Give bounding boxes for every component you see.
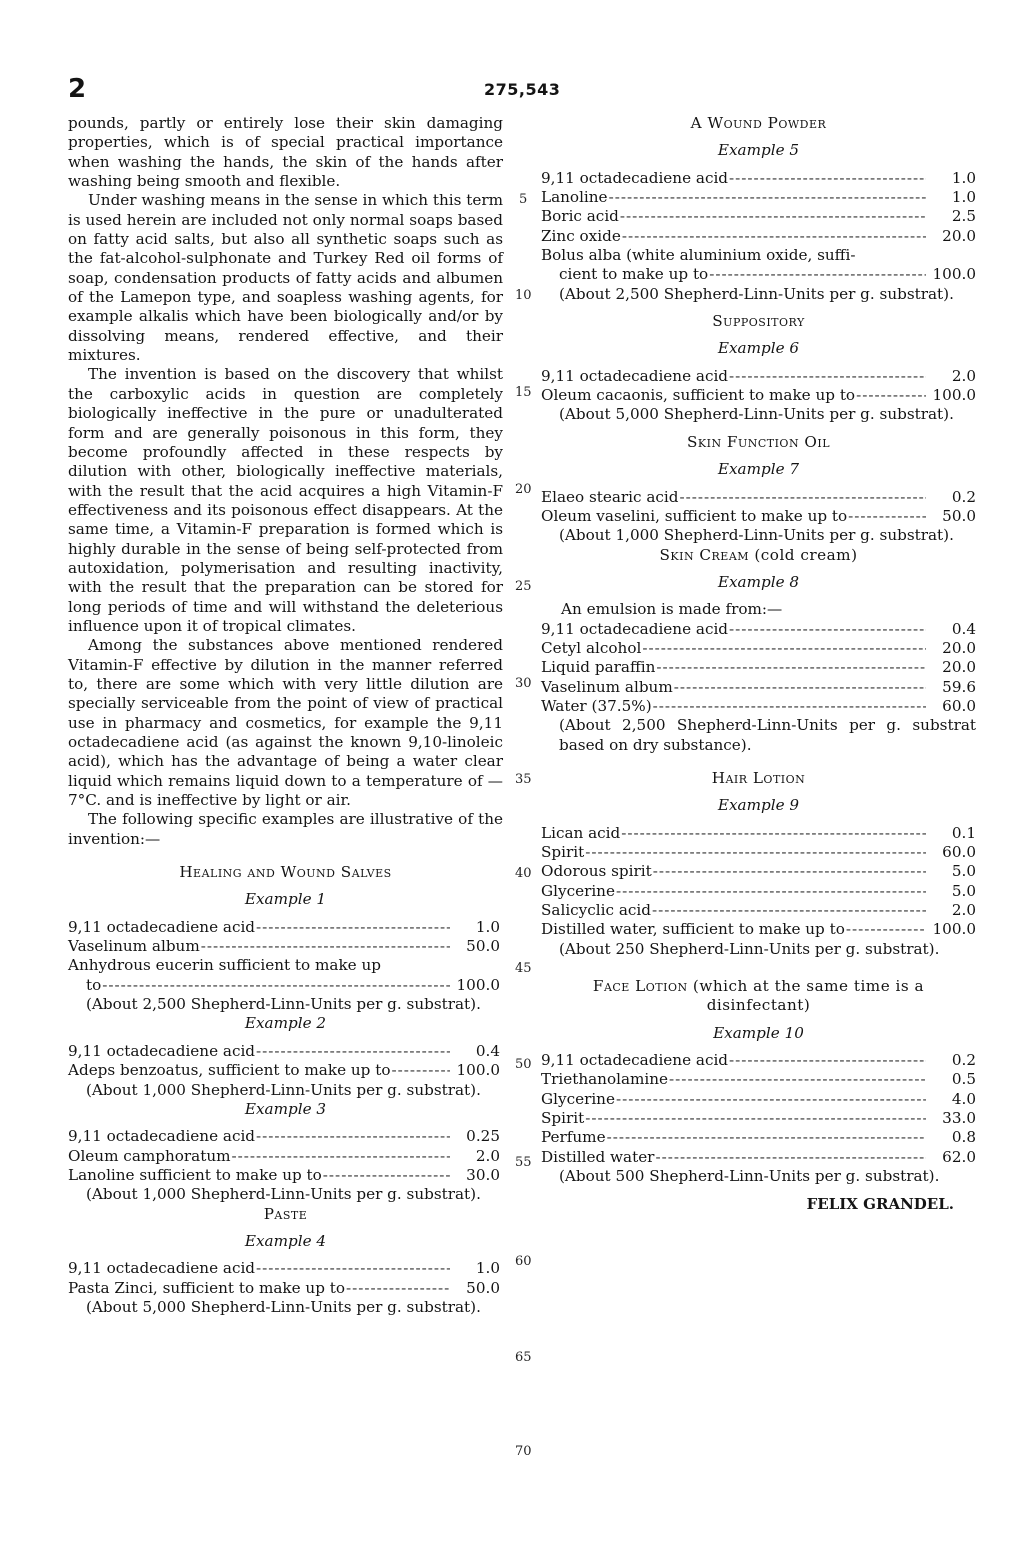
example-title: Example 9 <box>717 796 800 815</box>
ingredient-row-continuation <box>541 265 976 284</box>
ingredient-value: 20.0 <box>942 658 976 677</box>
ingredient-value: 1.0 <box>951 168 976 187</box>
ingredient-row <box>68 1166 500 1185</box>
ingredient-name: Anhydrous eucerin sufficient to make up <box>68 956 381 975</box>
ingredient-value: 0.2 <box>951 1051 976 1070</box>
ingredient-row-continuation <box>68 976 500 995</box>
potency-note: (About 500 Shepherd-Linn-Units per g. substrat). <box>559 1167 940 1186</box>
ingredient-name: Lanoline sufficient to make up to <box>68 1165 322 1184</box>
ingredient-row <box>541 188 976 207</box>
ingredient-name: Perfume <box>541 1128 606 1147</box>
example-title: Example 7 <box>717 460 800 479</box>
section-heading <box>541 977 976 1016</box>
ingredient-row <box>541 843 976 862</box>
line-number: 30 <box>515 676 532 691</box>
paragraph: pounds, partly or entirely lose their skin damaging properties, which is of special practical importance when washing the hands, the skin of the hands after washing being smooth and flexible. <box>68 114 503 191</box>
ingredient-value: 0.5 <box>951 1070 976 1089</box>
ingredient-value: 60.0 <box>942 843 976 861</box>
ingredient-name: Bolus alba (white aluminium oxide, suffi- <box>541 246 856 265</box>
ingredient-row <box>541 246 976 265</box>
ingredient-value: 50.0 <box>466 937 500 956</box>
ingredient-row <box>541 367 976 386</box>
ingredient-name: Vaselinum album <box>68 937 200 956</box>
ingredient-name: Salicyclic acid <box>541 901 651 920</box>
ingredient-value: 5.0 <box>951 862 976 881</box>
ingredient-name: Liquid paraffin <box>541 658 656 677</box>
ingredient-value: 33.0 <box>942 1109 976 1128</box>
left-column <box>68 114 503 1317</box>
ingredient-name: Oleum vaselini, sufficient to make up to <box>541 506 848 525</box>
line-number: 20 <box>515 482 532 497</box>
potency-note: (About 1,000 Shepherd-Linn-Units per g. substrat). <box>559 526 954 545</box>
line-number: 60 <box>515 1254 532 1269</box>
section-heading: Healing and Wound Salves <box>179 863 392 882</box>
ingredient-value: 0.1 <box>951 823 976 842</box>
section-heading: Suppository <box>712 312 805 331</box>
section-heading-title: Skin Cream <box>659 545 750 564</box>
ingredient-name: Distilled water <box>541 1147 655 1166</box>
ingredient-row <box>541 882 976 901</box>
ingredient-value: 2.5 <box>951 207 976 226</box>
paragraph: Under washing means in the sense in which this term is used herein are included not only normal soaps based on fatty acid salts, but also all synthetic soaps such as the fat-alcohol-sulphonate and Turkey Red oil forms of soap, condensation products of fatty acids and albumen of the Lamepon type, and soapless washing agents, for example alkalis which have been biologically and/or by dissolving means, rendered effective, and their mixtures. <box>68 191 503 365</box>
ingredient-value: 20.0 <box>942 226 976 245</box>
example-title: Example 2 <box>244 1014 327 1033</box>
ingredient-value: 100.0 <box>932 386 976 405</box>
ingredient-row <box>541 678 976 697</box>
ingredient-row <box>541 824 976 843</box>
ingredient-row <box>541 1148 976 1167</box>
ingredient-name: Water (37.5%) <box>541 696 652 715</box>
potency-note: (About 1,000 Shepherd-Linn-Units per g. substrat). <box>86 1185 481 1204</box>
example-title: Example 3 <box>244 1099 327 1118</box>
ingredient-list <box>541 1051 976 1167</box>
right-column <box>541 114 976 1214</box>
ingredient-value: 62.0 <box>942 1147 976 1166</box>
ingredient-name: Zinc oxide <box>541 226 621 245</box>
section-heading-title: Face Lotion <box>592 977 688 996</box>
ingredient-row <box>68 1259 500 1278</box>
ingredient-value: 100.0 <box>456 975 500 994</box>
ingredient-value: 59.6 <box>942 677 976 696</box>
section-heading: Hair Lotion <box>711 768 806 787</box>
ingredient-name: Spirit <box>541 843 585 861</box>
ingredient-name: to <box>86 975 102 994</box>
line-number: 5 <box>519 192 528 207</box>
ingredient-row <box>541 697 976 716</box>
line-number: 15 <box>515 385 532 400</box>
ingredient-row <box>541 901 976 920</box>
example-intro: An emulsion is made from:— <box>561 600 783 619</box>
ingredient-name: Odorous spirit <box>541 862 652 881</box>
line-number: 45 <box>515 961 532 976</box>
potency-note: (About 250 Shepherd-Linn-Units per g. substrat). <box>559 939 940 958</box>
ingredient-list <box>541 169 976 285</box>
ingredient-row <box>541 169 976 188</box>
ingredient-value: 1.0 <box>475 917 500 936</box>
ingredient-row <box>68 918 500 937</box>
ingredient-list <box>68 1259 500 1298</box>
ingredient-name: Lican acid <box>541 823 621 842</box>
ingredient-row <box>68 1127 500 1146</box>
potency-note: (About 2,500 Shepherd-Linn-Units per g. substrat). <box>559 284 954 303</box>
ingredient-name: Boric acid <box>541 207 619 226</box>
ingredient-value: 100.0 <box>932 920 976 939</box>
ingredient-value: 4.0 <box>951 1089 976 1108</box>
ingredient-row <box>68 956 500 975</box>
ingredient-row <box>541 1070 976 1089</box>
ingredient-name: Adeps benzoatus, sufficient to make up to <box>68 1061 391 1080</box>
ingredient-row <box>68 1042 500 1061</box>
ingredient-name: Elaeo stearic acid <box>541 487 679 506</box>
ingredient-list <box>541 824 976 940</box>
ingredient-row <box>541 1051 976 1070</box>
ingredient-name: 9,11 octadecadiene acid <box>68 1259 256 1278</box>
ingredient-name: Pasta Zinci, sufficient to make up to <box>68 1278 345 1297</box>
ingredient-row <box>68 1061 500 1080</box>
ingredient-list <box>541 488 976 527</box>
ingredient-name: 9,11 octadecadiene acid <box>541 1051 729 1070</box>
example-title: Example 1 <box>244 890 327 909</box>
example-title: Example 6 <box>717 339 800 358</box>
line-number: 50 <box>515 1057 532 1072</box>
ingredient-name: Glycerine <box>541 881 615 900</box>
ingredient-name: 9,11 octadecadiene acid <box>68 917 256 936</box>
ingredient-value: 0.4 <box>951 619 976 638</box>
line-number: 35 <box>515 772 532 787</box>
ingredient-name: Glycerine <box>541 1089 615 1108</box>
patent-number: 275,543 <box>484 80 561 99</box>
ingredient-row <box>541 620 976 639</box>
line-number: 40 <box>515 866 532 881</box>
ingredient-list <box>68 1127 500 1185</box>
example-title: Example 10 <box>713 1023 804 1042</box>
ingredient-name: 9,11 octadecadiene acid <box>68 1041 256 1060</box>
potency-note: (About 2,500 Shepherd-Linn-Units per g. substrat). <box>86 995 481 1014</box>
section-heading: Paste <box>263 1204 308 1223</box>
example-title: Example 8 <box>717 572 800 591</box>
ingredient-value: 20.0 <box>942 638 976 657</box>
ingredient-row <box>541 488 976 507</box>
paragraph: The invention is based on the discovery that whilst the carboxylic acids in question are completely biologically ineffective in the pure or unadulterated form and are generally poisonous in this form, they become profoundly affected in these respects by dilution with other, biologically ineffective materials, with the result that the acid acquires a high Vitamin-F effectiveness and its poisonous effect disappears. At the same time, a Vitamin-F preparation is formed which is highly durable in the sense of being self-protected from autoxidation, polymerisation and resulting inactivity, with the result that the preparation can be stored for long periods of time and will withstand the deleterious influence upon it of tropical climates. <box>68 365 503 635</box>
ingredient-row <box>541 1109 976 1128</box>
potency-note: (About 2,500 Shepherd-Linn-Units per g. substrat based on dry substance). <box>559 716 976 754</box>
paragraph: The following specific examples are illustrative of the invention:— <box>68 810 503 848</box>
page-number: 2 <box>68 74 87 104</box>
ingredient-row <box>541 507 976 526</box>
ingredient-value: 1.0 <box>475 1259 500 1278</box>
ingredient-name: Lanoline <box>541 188 608 207</box>
ingredient-value: 30.0 <box>466 1165 500 1184</box>
ingredient-value: 60.0 <box>942 696 976 715</box>
ingredient-list <box>68 918 500 995</box>
line-number: 65 <box>515 1350 532 1365</box>
ingredient-name: Distilled water, sufficient to make up to <box>541 920 845 939</box>
ingredient-value: 2.0 <box>475 1146 500 1165</box>
potency-note: (About 1,000 Shepherd-Linn-Units per g. substrat). <box>86 1080 481 1099</box>
ingredient-name: Triethanolamine <box>541 1070 669 1089</box>
ingredient-row <box>541 207 976 226</box>
ingredient-value: 5.0 <box>951 881 976 900</box>
ingredient-value: 100.0 <box>932 265 976 284</box>
example-title: Example 4 <box>244 1231 327 1250</box>
section-heading-suffix: (which at the same time is a disinfectant) <box>692 977 925 1015</box>
section-heading: A Wound Powder <box>690 114 827 132</box>
ingredient-value: 0.25 <box>466 1127 500 1146</box>
ingredient-row <box>541 1128 976 1147</box>
ingredient-value: 2.0 <box>951 901 976 920</box>
ingredient-value: 100.0 <box>456 1061 500 1080</box>
ingredient-name: 9,11 octadecadiene acid <box>541 168 729 187</box>
ingredient-name: Oleum cacaonis, sufficient to make up to <box>541 386 856 405</box>
potency-note: (About 5,000 Shepherd-Linn-Units per g. substrat). <box>86 1297 481 1316</box>
ingredient-name: 9,11 octadecadiene acid <box>541 619 729 638</box>
ingredient-list <box>68 1042 500 1081</box>
line-number: 70 <box>515 1444 532 1459</box>
ingredient-row <box>68 1279 500 1298</box>
example-title: Example 5 <box>717 141 800 160</box>
ingredient-name: Spirit <box>541 1109 585 1128</box>
ingredient-value: 2.0 <box>951 366 976 385</box>
ingredient-row <box>68 1147 500 1166</box>
ingredient-name: Cetyl alcohol <box>541 638 642 657</box>
ingredient-value: 0.4 <box>475 1041 500 1060</box>
section-heading: Skin Function Oil <box>686 432 831 451</box>
ingredient-name: Oleum camphoratum <box>68 1146 231 1165</box>
section-heading-suffix: (cold cream) <box>754 545 858 564</box>
ingredient-name: cient to make up to <box>559 265 709 284</box>
ingredient-value: 0.8 <box>951 1128 976 1147</box>
ingredient-row <box>68 937 500 956</box>
ingredient-name: 9,11 octadecadiene acid <box>541 366 729 385</box>
ingredient-row <box>541 639 976 658</box>
ingredient-value: 0.2 <box>951 487 976 506</box>
potency-note: (About 5,000 Shepherd-Linn-Units per g. substrat). <box>559 405 954 424</box>
paragraph: Among the substances above mentioned rendered Vitamin-F effective by dilution in the manner referred to, there are some which with very little dilution are specially serviceable from the point of view of practical use in pharmacy and cosmetics, for example the 9,11 octadecadiene acid (as against the known 9,10-linoleic acid), which has the advantage of being a water clear liquid which remains liquid down to a temperature of —7°C. and is ineffective by light or air. <box>68 636 503 810</box>
ingredient-list <box>541 620 976 717</box>
ingredient-value: 1.0 <box>951 188 976 207</box>
line-number: 10 <box>515 288 532 303</box>
ingredient-row <box>541 386 976 405</box>
ingredient-value: 50.0 <box>942 506 976 525</box>
ingredient-list <box>541 367 976 406</box>
section-heading <box>541 546 976 565</box>
ingredient-name: Vaselinum album <box>541 677 673 696</box>
ingredient-row <box>541 862 976 881</box>
ingredient-row <box>541 920 976 939</box>
ingredient-row <box>541 227 976 246</box>
inventor-signature: FELIX GRANDEL. <box>806 1194 954 1213</box>
line-number: 25 <box>515 579 532 594</box>
ingredient-row <box>541 658 976 677</box>
ingredient-row <box>541 1090 976 1109</box>
line-number: 55 <box>515 1155 532 1170</box>
ingredient-value: 50.0 <box>466 1278 500 1297</box>
ingredient-name: 9,11 octadecadiene acid <box>68 1127 256 1146</box>
